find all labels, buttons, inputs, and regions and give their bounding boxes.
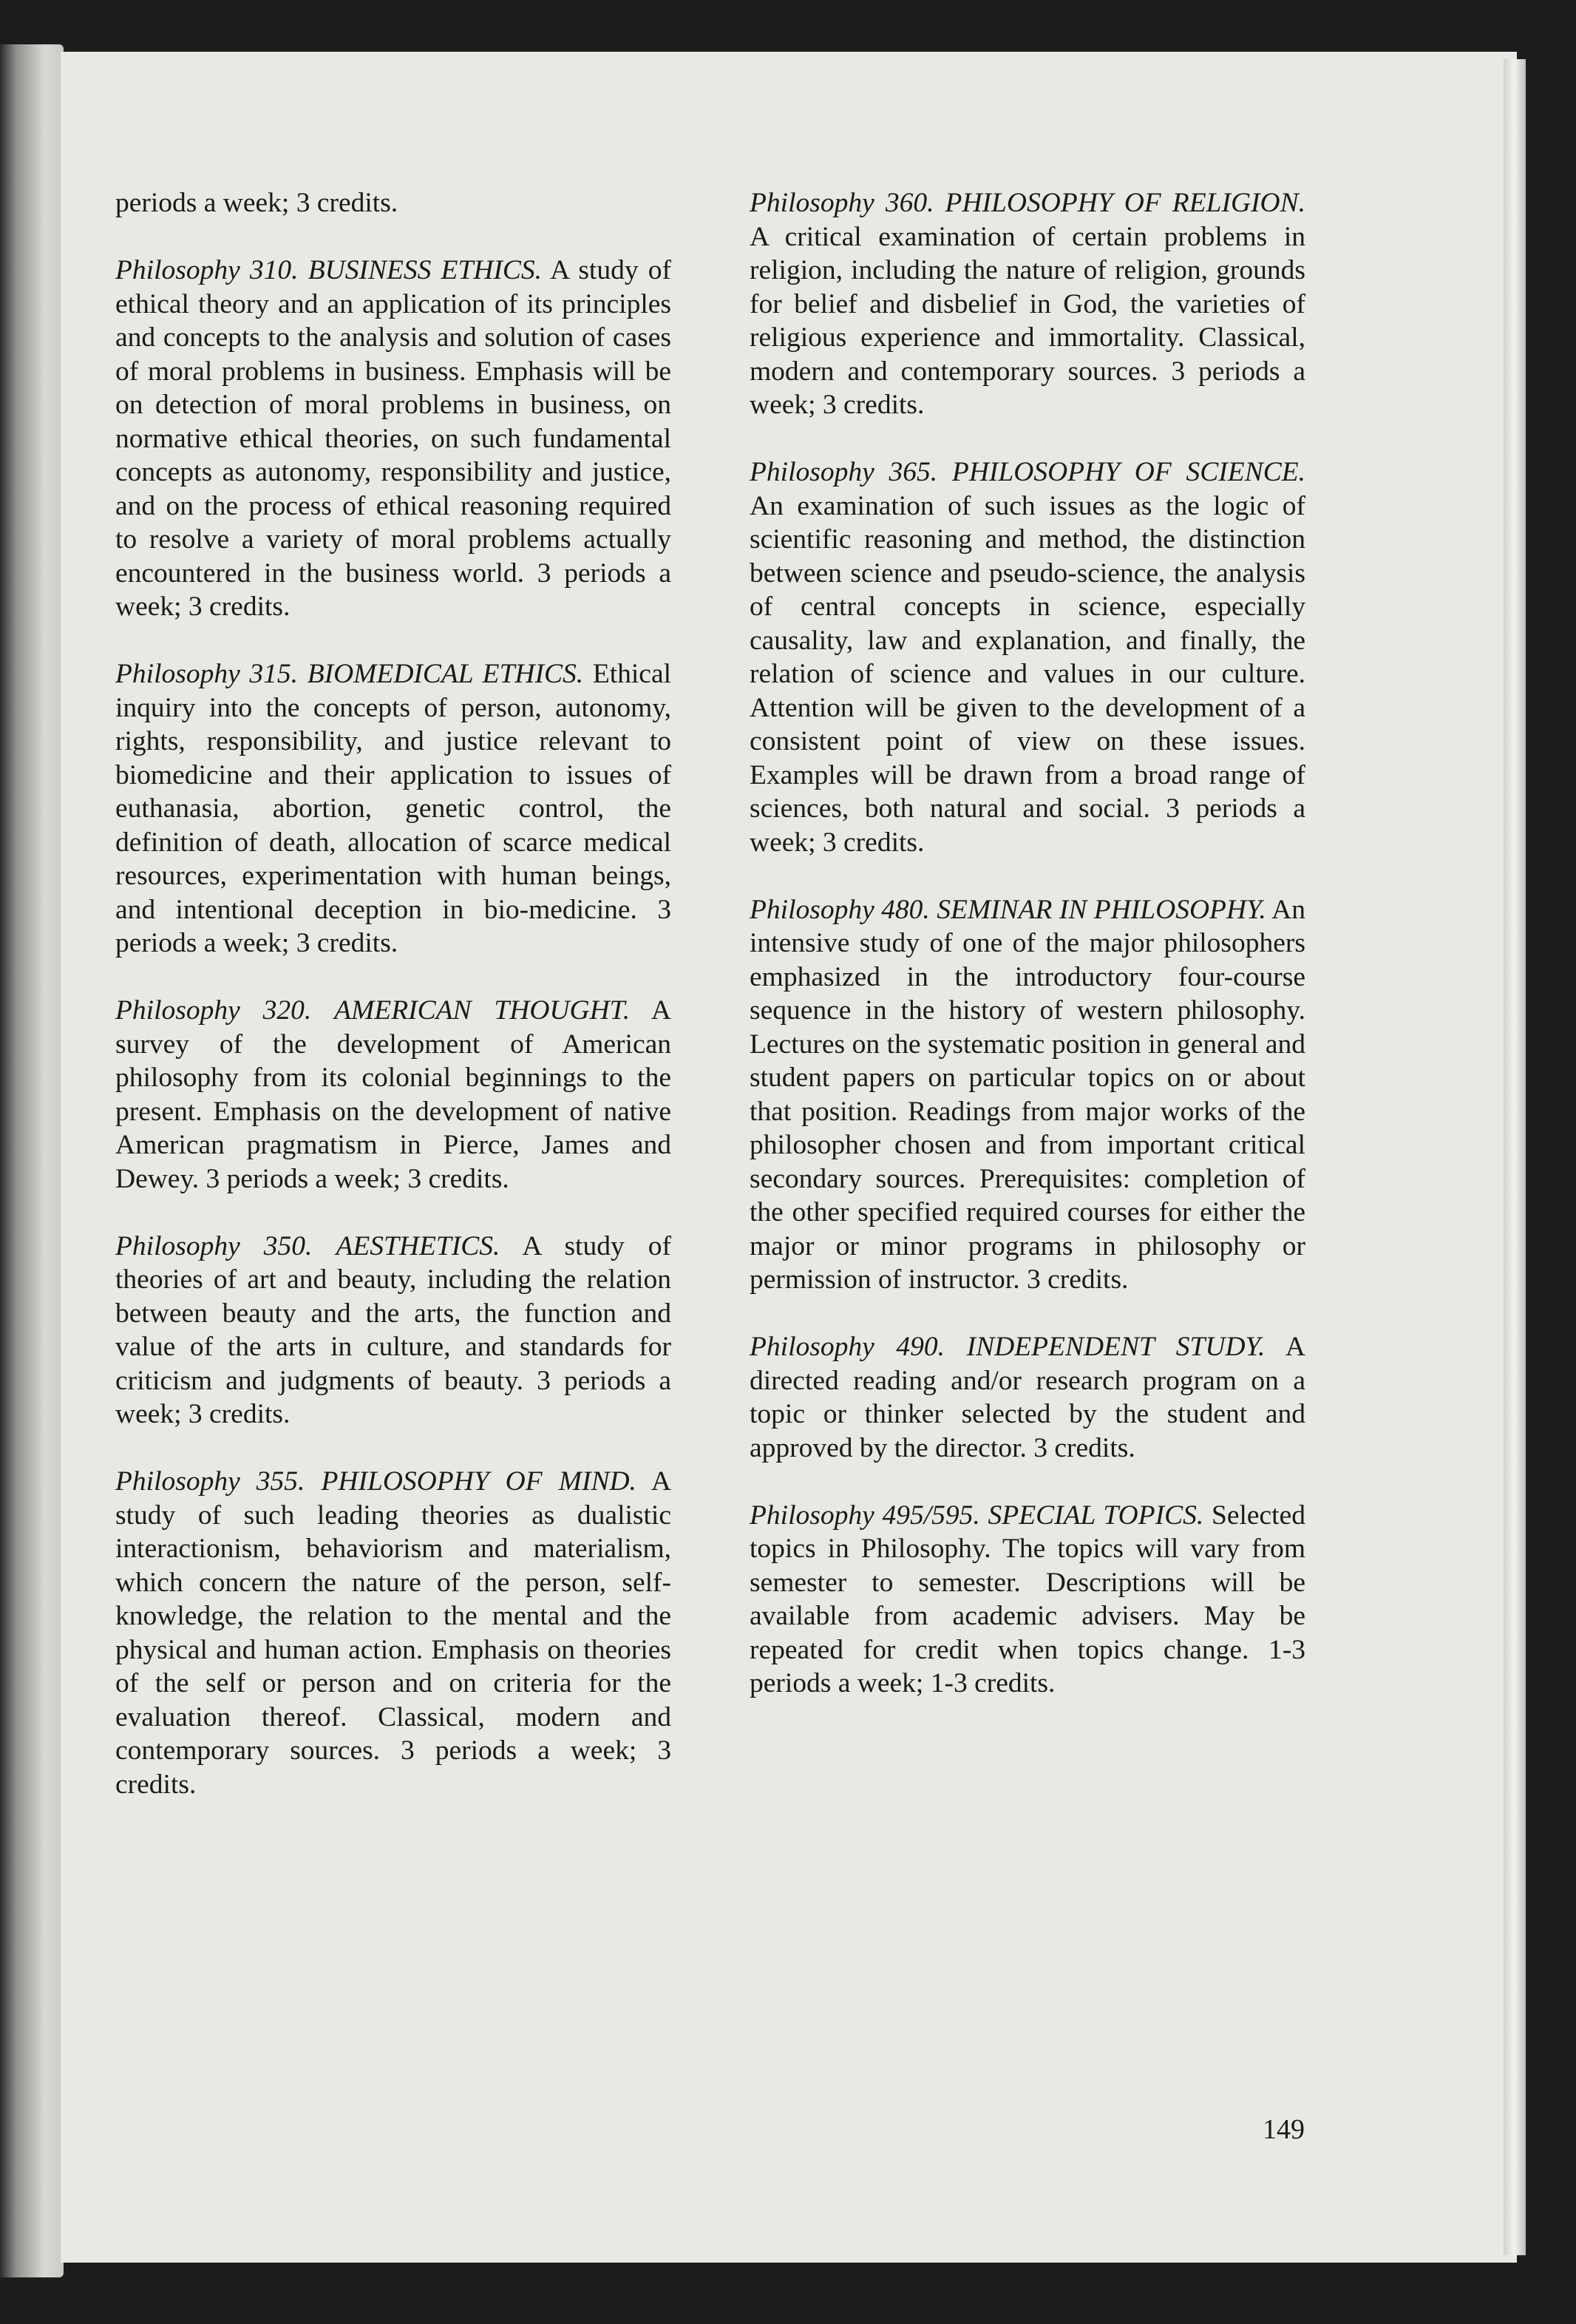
course-entry-phil-310	[115, 254, 671, 624]
course-title: SEMINAR IN PHILOSOPHY.	[937, 894, 1266, 925]
course-id: Philosophy 315.	[115, 659, 299, 689]
course-title: BIOMEDICAL ETHICS.	[307, 659, 584, 689]
course-id: Philosophy 350.	[115, 1230, 313, 1261]
course-id: Philosophy 490.	[750, 1332, 945, 1362]
course-title: PHILOSOPHY OF RELIGION.	[945, 188, 1305, 218]
previous-page-edge	[0, 44, 64, 2277]
course-description: A directed reading and/or research program on a topic or thinker selected by the student and approved by the director. 3 credits.	[750, 1332, 1305, 1463]
course-title: SPECIAL TOPICS.	[988, 1500, 1204, 1531]
continuation-text: periods a week; 3 credits.	[115, 188, 398, 218]
course-id: Philosophy 355.	[115, 1466, 305, 1497]
page-number: 149	[1263, 2114, 1305, 2145]
course-description: Selected topics in Philosophy. The topics will vary from semester to semester. Descriptions will be available from academic advisers. May be repeated for credit when topics change. 1-3 periods a week; 1-3 credits.	[750, 1500, 1305, 1698]
course-entry-phil-480	[750, 893, 1305, 1297]
course-entry-phil-315	[115, 657, 671, 961]
course-id: Philosophy 320.	[115, 995, 312, 1026]
right-column	[750, 186, 1305, 1701]
course-description: Ethical inquiry into the concepts of person, autonomy, rights, responsibility, and justice relevant to biomedicine and their application to issues of euthanasia, abortion, genetic control, the definition of death, allocation of scarce medical resources, experimentation with human beings, and intentional deception in bio-medicine. 3 periods a week; 3 credits.	[115, 659, 672, 958]
course-id: Philosophy 365.	[750, 457, 938, 487]
course-description: A survey of the development of American philosophy from its colonial beginnings to the present. Emphasis on the development of native American pragmatism in Pierce, James and Dewey. 3 periods a week; 3 credits.	[115, 995, 672, 1194]
course-entry-phil-495	[750, 1499, 1305, 1701]
course-description: A study of ethical theory and an application of its principles and concepts to the analysis and solution of cases of moral problems in business. Emphasis will be on detection of moral problems in business, on normative ethical theories, on such fundamental concepts as autonomy, responsibility and justice, and on the process of ethical reasoning required to resolve a variety of moral problems actually encountered in the business world. 3 periods a week; 3 credits.	[115, 255, 672, 622]
course-description: An examination of such issues as the logic of scientific reasoning and method, the distinction between science and pseudo-science, the analysis of central concepts in science, especially causality, law and explanation, and finally, the relation of science and values in our culture. Attention will be given to the development of a consistent point of view on these issues. Examples will be drawn from a broad range of sciences, both natural and social. 3 periods a week; 3 credits.	[750, 490, 1305, 858]
course-title: AESTHETICS.	[336, 1230, 500, 1261]
course-id: Philosophy 480.	[750, 894, 930, 925]
course-entry-phil-365	[750, 455, 1305, 859]
course-title: INDEPENDENT STUDY.	[966, 1332, 1266, 1362]
course-id: Philosophy 495/595.	[750, 1500, 980, 1531]
course-description: An intensive study of one of the major philosophers emphasized in the introductory four-course sequence in the history of western philosophy. Lectures on the systematic position in general and student papers on particular topics on or about that position. Readings from major works of the philosopher chosen and from important critical secondary sources. Prerequisites: completion of the other specified required courses for either the major or minor programs in philosophy or permission of instructor. 3 credits.	[750, 894, 1306, 1295]
course-id: Philosophy 360.	[750, 188, 934, 218]
course-description: A critical examination of certain problems in religion, including the nature of religion, grounds for belief and disbelief in God, the varieties of religious experience and immortality. Classical, modern and contemporary sources. 3 periods a week; 3 credits.	[750, 221, 1305, 420]
course-entry-phil-360	[750, 186, 1305, 422]
page-stack-edge	[1504, 59, 1526, 2255]
course-id: Philosophy 310.	[115, 255, 299, 285]
left-column	[115, 186, 671, 1801]
course-description: A study of theories of art and beauty, including the relation between beauty and the arts, the function and value of the arts in culture, and standards for criticism and judgments of beauty. 3 periods a week; 3 credits.	[115, 1230, 672, 1429]
course-description: A study of such leading theories as dualistic interactionism, behaviorism and materialism, which concern the nature of the person, self-knowledge, the relation to the mental and the physical and human action. Emphasis on theories of the self or person and on criteria for the evaluation thereof. Classical, modern and contemporary sources. 3 periods a week; 3 credits.	[115, 1466, 672, 1800]
course-title: AMERICAN THOUGHT.	[334, 995, 631, 1026]
course-title: BUSINESS ETHICS.	[308, 255, 543, 285]
course-title: PHILOSOPHY OF SCIENCE.	[951, 457, 1306, 487]
course-entry-phil-350	[115, 1230, 671, 1432]
course-entry-phil-320	[115, 994, 671, 1196]
course-entry-phil-490	[750, 1330, 1305, 1465]
course-title: PHILOSOPHY OF MIND.	[321, 1466, 636, 1497]
course-entry-phil-355	[115, 1465, 671, 1801]
